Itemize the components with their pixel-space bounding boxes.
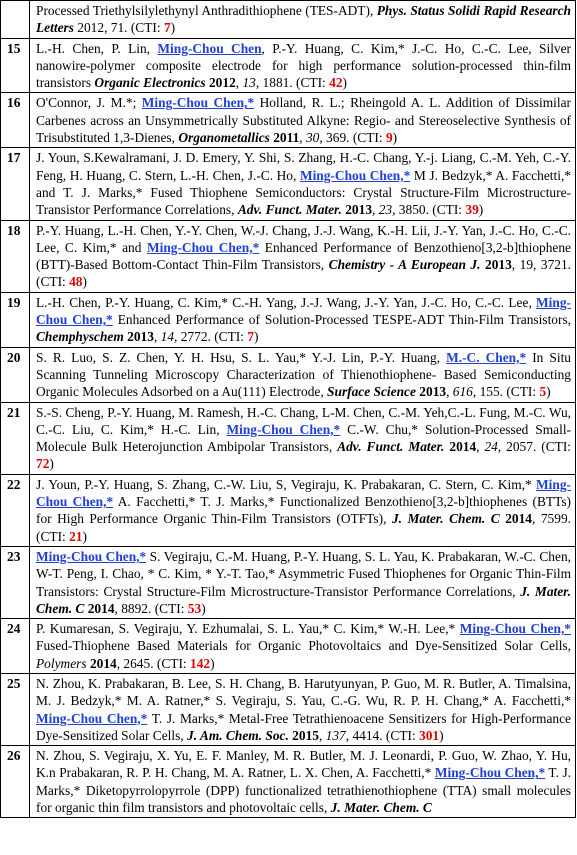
- citation-text: [30, 148, 576, 220]
- volume: 616: [452, 384, 473, 400]
- cti-count: 72: [36, 456, 50, 472]
- cti-count: 142: [190, 655, 211, 671]
- cti-count: 39: [465, 202, 479, 218]
- entry-number: 19: [1, 292, 30, 347]
- publication-row: [1, 474, 576, 546]
- citation-segment: , 155. (CTI:: [472, 384, 540, 400]
- citation-text: [30, 619, 576, 674]
- publication-year: 2011: [273, 130, 300, 146]
- citation-text: [30, 292, 576, 347]
- publication-year: 2014: [89, 655, 117, 671]
- citation-segment: J. Youn, P.-Y. Huang, S. Zhang, C.-W. Liu, S, Vegiraju, K. Prabakaran, C. Stern, C. Kim,*: [36, 476, 537, 492]
- publication-row: [1, 1, 576, 39]
- citation-segment: , 7599. (CTI:: [36, 511, 571, 544]
- entry-number: 24: [1, 619, 30, 674]
- publication-year: 2012: [208, 75, 236, 91]
- cti-count: 301: [419, 727, 440, 743]
- citation-text: [30, 1, 576, 39]
- journal-name: Phys. Status Solidi Rapid Research Letters: [36, 3, 572, 36]
- citation-segment: Processed Triethylsilylethynyl Anthradithiophene (TES-ADT),: [36, 3, 377, 18]
- citation-segment: ,: [153, 329, 161, 345]
- publication-year: 2014: [449, 439, 477, 455]
- citation-segment: Enhanced Performance of Solution-Processed TESPE-ADT Thin-Film Transistors,: [112, 312, 571, 328]
- citation-segment: ,: [372, 202, 379, 218]
- citation-segment: ): [392, 130, 398, 146]
- publication-year: 2013: [485, 257, 512, 273]
- citation-segment: ): [82, 528, 87, 544]
- citation-segment: M J. Bedzyk,* A. Facchetti,* and T. J. Marks,* Fused Thiophene Semiconductors: Crystal Structure-Film Microstructure-Transistor Performance Correlations,: [36, 167, 572, 218]
- highlighted-author[interactable]: Ming-Chou Chen,*: [226, 421, 341, 437]
- citation-segment: L.-H. Chen, P.-Y. Huang, C. Kim,* C.-H. Yang, J.-J. Wang, J.-Y. Yan, J.-C. Ho, C.-C. Lee,: [36, 294, 537, 310]
- citation-segment: N. Zhou, S. Vegiraju, X. Yu, E. F. Manley, M. R. Butler, M. J. Leonardi, P. Guo, W. Zhao, Y. Hu, K.n Prabakaran, R. P. H. Chang, M. A. Ratner, L. X. Chen, A. Facchetti,*: [36, 748, 571, 781]
- volume: 137: [325, 727, 346, 743]
- highlighted-author[interactable]: M.-C. Chen,*: [446, 349, 527, 365]
- entry-number: 23: [1, 546, 30, 618]
- citation-segment: S. Vegiraju, C.-M. Huang, P.-Y. Huang, S. L. Yau, K. Prabakaran, W.-C. Chen, W-T. Peng, I. Chao, * C. Kim, * Y.-T. Tao,* Asymmetric Fused Thiophenes for Organic Thin-Film Transistors: Crystal Structure-Film Microstructure-Transistor Performance Correlations,: [36, 548, 571, 599]
- citation-segment: Enhanced Performance of Benzothieno[3,2-b]thiophene (BTT)-Based Bottom-Contact Thin-Film Transistors,: [36, 239, 571, 273]
- citation-segment: ,: [318, 727, 326, 743]
- citation-segment: Holland, R. L.; Rheingold A. L. Addition of Dissimilar Carbenes across an Unsymmetrically Substituted Alkyne: Regio- and Stereoselective Synthesis of Trisubstituted 1,3-Dienes,: [36, 95, 572, 146]
- entry-number: 16: [1, 93, 30, 148]
- citation-segment: ): [49, 456, 54, 472]
- citation-text: [30, 474, 576, 546]
- entry-number: 22: [1, 474, 30, 546]
- citation-segment: ): [478, 202, 484, 218]
- cti-count: 53: [187, 600, 202, 616]
- citation-segment: N. Zhou, K. Prabakaran, B. Lee, S. H. Chang, B. Harutyunyan, P. Guo, M. R. Butler, A. Timalsina, M. J. Bedzyk,* M. A. Ratner,* S. Vegiraju, S. Yau, C.-G. Wu, R. P. H. Chang,* A. Facchetti,*: [36, 675, 571, 709]
- entry-number: 18: [1, 220, 30, 292]
- citation-segment: S.-S. Cheng, P.-Y. Huang, M. Ramesh, H.-C. Chang, L-M. Chen, C.-M. Yeh,C.-L. Fung, M.-C. Wu, C.-C. Liu, C. Kim,* H.-C. Lin,: [36, 404, 571, 437]
- citation-segment: ): [439, 727, 444, 743]
- citation-text: [30, 746, 576, 818]
- publication-row: [1, 347, 576, 402]
- cti-count: 7: [247, 329, 255, 345]
- citation-segment: ): [210, 655, 215, 671]
- citation-segment: ,: [476, 439, 485, 455]
- highlighted-author[interactable]: Ming-Chou Chen,*: [36, 710, 148, 726]
- citation-text: [30, 546, 576, 618]
- citation-segment: O'Connor, J. M.*;: [36, 95, 142, 111]
- journal-name: Adv. Funct. Mater.: [337, 439, 445, 455]
- citation-segment: , 4414. (CTI:: [345, 727, 420, 743]
- citation-text: [30, 93, 576, 148]
- publication-year: 2013: [127, 329, 154, 345]
- journal-name: Organic Electronics: [94, 75, 206, 91]
- citation-segment: ,: [235, 75, 243, 91]
- journal-name: Chemphyschem: [36, 329, 124, 345]
- highlighted-author[interactable]: Ming-Chou Chen,*: [36, 476, 571, 510]
- citation-segment: , 369. (CTI:: [319, 130, 386, 146]
- publication-row: [1, 38, 576, 93]
- cti-count: 7: [163, 20, 171, 36]
- citation-segment: ): [546, 384, 551, 400]
- citation-segment: ): [201, 600, 206, 616]
- highlighted-author[interactable]: Ming-Chou Chen,*: [36, 294, 571, 328]
- citation-segment: , 3850. (CTI:: [392, 202, 466, 218]
- entry-number: 20: [1, 347, 30, 402]
- journal-name: J. Mater. Chem. C: [330, 800, 432, 816]
- publication-year: 2013: [419, 384, 447, 400]
- citation-segment: ): [82, 274, 87, 290]
- highlighted-author[interactable]: Ming-Chou Chen: [157, 40, 262, 56]
- highlighted-author[interactable]: Ming-Chou Chen,*: [299, 167, 411, 183]
- entry-number: 25: [1, 673, 30, 745]
- citation-segment: T. J. Marks,* Diketopyrrolopyrrole (DPP) functionalized tetrathienothiophene (TTA) small molecules for organic thin film transistors and photovoltaic cells,: [36, 765, 571, 816]
- publication-row: [1, 220, 576, 292]
- citation-segment: , 19, 3721. (CTI:: [36, 257, 572, 290]
- cti-count: 48: [69, 274, 83, 290]
- highlighted-author[interactable]: Ming-Chou Chen,*: [434, 765, 546, 781]
- publication-row: [1, 746, 576, 818]
- citation-segment: Fused-Thiophene Based Materials for Organic Photovoltaics and Dye-Sensitized Solar Cells,: [36, 638, 571, 654]
- entry-number: 21: [1, 402, 30, 474]
- entry-number: 17: [1, 148, 30, 220]
- citation-segment: ,: [446, 384, 453, 400]
- entry-number: 15: [1, 38, 30, 93]
- citation-segment: , 1881. (CTI:: [255, 75, 330, 91]
- citation-segment: , 8892. (CTI:: [114, 600, 188, 616]
- volume: 13: [242, 75, 256, 91]
- citation-segment: , P.-Y. Huang, C. Kim,* J.-C. Ho, C.-C. Lee, Silver nanowire-polymer composite electrode for high performance solution-processed thin-film transistors: [36, 40, 572, 91]
- publication-year: 2015: [292, 727, 319, 743]
- journal-name: Chemistry - A European J.: [328, 257, 481, 273]
- citation-segment: ): [254, 329, 259, 345]
- citation-segment: ): [170, 20, 176, 36]
- citation-segment: A. Facchetti,* T. J. Marks,* Functionalized Benzothieno[3,2-b]thiophenes (BTTs) for High Performance Organic Thin-Film Transistors (OTFTs),: [36, 494, 571, 527]
- publication-row: [1, 93, 576, 148]
- highlighted-author[interactable]: Ming-Chou Chen,*: [146, 239, 260, 255]
- publication-rows: [1, 1, 576, 818]
- highlighted-author[interactable]: Ming-Chou Chen,*: [459, 621, 571, 637]
- citation-segment: 2012, 71. (CTI:: [73, 20, 164, 36]
- volume: 30: [305, 130, 320, 146]
- volume: 23: [378, 202, 393, 218]
- publication-year: 2014: [87, 600, 115, 616]
- citation-segment: P. Kumaresan, S. Vegiraju, Y. Ezhumalai, S. L. Yau,* C. Kim,* W.-H. Lee,*: [36, 621, 460, 637]
- citation-segment: In Situ Scanning Tunneling Microscopy Characterization of Thienothiophene- Based Semiconducting Organic Molecules Adsorbed on a Au(111) Electrode,: [36, 349, 571, 400]
- cti-count: 5: [539, 384, 547, 400]
- journal-name: Surface Science: [327, 384, 416, 400]
- cti-count: 9: [385, 130, 393, 146]
- volume: Polymers: [36, 655, 87, 671]
- citation-text: [30, 402, 576, 474]
- journal-name: Adv. Funct. Mater.: [237, 202, 342, 218]
- entry-number: 26: [1, 746, 30, 818]
- highlighted-author[interactable]: Ming-Chou Chen,*: [141, 95, 255, 111]
- highlighted-author[interactable]: Ming-Chou Chen,*: [36, 548, 147, 564]
- cti-count: 42: [329, 75, 343, 91]
- journal-name: Organometallics: [178, 130, 270, 146]
- citation-segment: C.-W. Chu,* Solution-Processed Small-Molecule Bulk Heterojunction Ambipolar Transistors,: [36, 421, 572, 455]
- journal-name: J. Mater. Chem. C: [36, 583, 571, 616]
- publication-row: [1, 148, 576, 220]
- citation-segment: J. Youn, S.Kewalramani, J. D. Emery, Y. Shi, S. Zhang, H.-C. Chang, Y.-j. Liang, C.-M. Yeh, C.-Y. Feng, H. Huang, C. Stern, L.-H. Chen, J.-C. Ho,: [36, 150, 571, 183]
- citation-segment: P.-Y. Huang, L.-H. Chen, Y.-Y. Chen, W.-J. Chang, J.-J. Wang, K.-H. Lii, J.-Y. Yan, J.-C. Ho, C.-C. Lee, C. Kim,* and: [36, 222, 571, 255]
- citation-segment: L.-H. Chen, P. Lin,: [36, 40, 158, 56]
- citation-text: [30, 673, 576, 745]
- citation-segment: ): [342, 75, 347, 91]
- citation-text: [30, 220, 576, 292]
- publication-row: [1, 546, 576, 618]
- citation-segment: ,: [299, 130, 306, 146]
- publication-row: [1, 673, 576, 745]
- citation-segment: 2772. (CTI:: [177, 329, 248, 345]
- citation-text: [30, 347, 576, 402]
- publication-row: [1, 619, 576, 674]
- publication-year: 2014: [505, 511, 532, 527]
- journal-name: J. Mater. Chem. C: [391, 511, 500, 527]
- citation-segment: S. R. Luo, S. Z. Chen, Y. H. Hsu, S. L. Yau,* Y.-J. Lin, P.-Y. Huang,: [36, 349, 447, 365]
- publication-row: [1, 402, 576, 474]
- citation-segment: , 2057. (CTI:: [497, 439, 571, 455]
- journal-name: J. Am. Chem. Soc.: [187, 727, 289, 743]
- volume: 14,: [160, 329, 178, 345]
- publication-row: [1, 292, 576, 347]
- publication-year: 2013: [345, 202, 373, 218]
- cti-count: 21: [69, 528, 83, 544]
- volume: 24: [484, 439, 498, 455]
- entry-number: [1, 1, 30, 39]
- citation-segment: T. J. Marks,* Metal-Free Tetrathienoacene Sensitizers for High-Performance Dye-Sensitized Solar Cells,: [36, 710, 571, 743]
- citation-text: [30, 38, 576, 93]
- citation-segment: , 2645. (CTI:: [116, 655, 190, 671]
